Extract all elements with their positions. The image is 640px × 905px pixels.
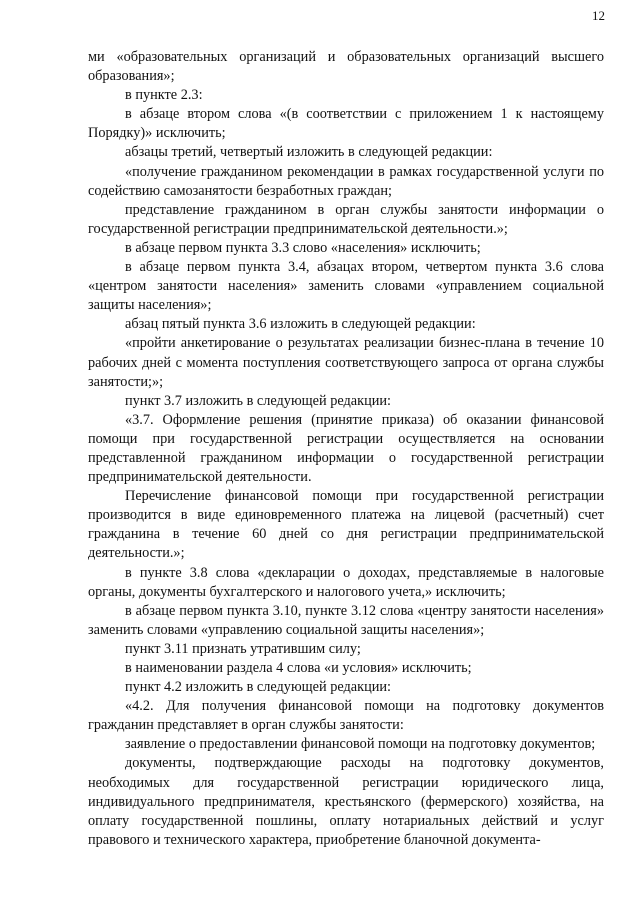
paragraph-15: в абзаце первом пункта 3.10, пункте 3.12 слова «центру занятости населения» заменить словами «управлению социальной защиты населения»; bbox=[88, 602, 604, 638]
paragraph-5: «получение гражданином рекомендации в рамках государственной услуги по содействию самозанятости безработных граждан; bbox=[88, 163, 604, 199]
paragraph-17: в наименовании раздела 4 слова «и условия» исключить; bbox=[125, 660, 472, 676]
paragraph-6: представление гражданином в орган службы занятости информации о государственной регистрации предпринимательской деятельности.»; bbox=[88, 201, 604, 237]
paragraph-8: в абзаце первом пункта 3.4, абзацах втором, четвертом пункта 3.6 слова «центром занятости населения» заменить словами «управлением социальной защиты населения»; bbox=[88, 259, 604, 314]
paragraph-9: абзац пятый пункта 3.6 изложить в следующей редакции: bbox=[125, 316, 476, 333]
document-body bbox=[88, 48, 604, 850]
paragraph-4: абзацы третий, четвертый изложить в следующей редакции: bbox=[125, 144, 493, 161]
paragraph-21: документы, подтверждающие расходы на подготовку документов, необходимых для государственной регистрации юридического лица, индивидуального предпринимателя, крестьянского (фермерского) хозяйства, на оплату государственной пошлины, оплату нотариальных действий и услуг правового и технического характера, приобретение бланочной документа- bbox=[88, 755, 604, 848]
paragraph-14: в пункте 3.8 слова «декларации о доходах, представляемые в налоговые органы, документы бухгалтерского и налогового учета,» исключить; bbox=[88, 564, 604, 600]
page-number: 12 bbox=[592, 8, 605, 23]
paragraph-7: в абзаце первом пункта 3.3 слово «населения» исключить; bbox=[125, 239, 481, 256]
paragraph-1: ми «образовательных организаций и образовательных организаций высшего образования»; bbox=[88, 49, 604, 85]
paragraph-12: «3.7. Оформление решения (принятие приказа) об оказании финансовой помощи при государственной регистрации осуществляется на основании представленной гражданином информации о государственной регистрации предпринимательской деятельности. bbox=[88, 411, 604, 486]
paragraph-20: заявление о предоставлении финансовой помощи на подготовку документов; bbox=[125, 736, 596, 753]
paragraph-11: пункт 3.7 изложить в следующей редакции: bbox=[125, 392, 392, 409]
paragraph-18: пункт 4.2 изложить в следующей редакции: bbox=[125, 679, 392, 696]
paragraph-19: «4.2. Для получения финансовой помощи на подготовку документов гражданин представляет в орган службы занятости: bbox=[88, 698, 604, 734]
paragraph-13: Перечисление финансовой помощи при государственной регистрации производится в виде единовременного платежа на лицевой (расчетный) счет гражданина в течение 60 дней со дня регистрации предпринимательской деятельности.»; bbox=[88, 488, 604, 562]
paragraph-10: «пройти анкетирование о результатах реализации бизнес-плана в течение 10 рабочих дней с момента поступления соответствующего запроса от органа службы занятости;»; bbox=[88, 335, 604, 390]
paragraph-3: в абзаце втором слова «(в соответствии с приложением 1 к настоящему Порядку)» исключить; bbox=[88, 106, 604, 142]
paragraph-2: в пункте 2.3: bbox=[125, 87, 203, 104]
paragraph-16: пункт 3.11 признать утратившим силу; bbox=[125, 640, 361, 657]
